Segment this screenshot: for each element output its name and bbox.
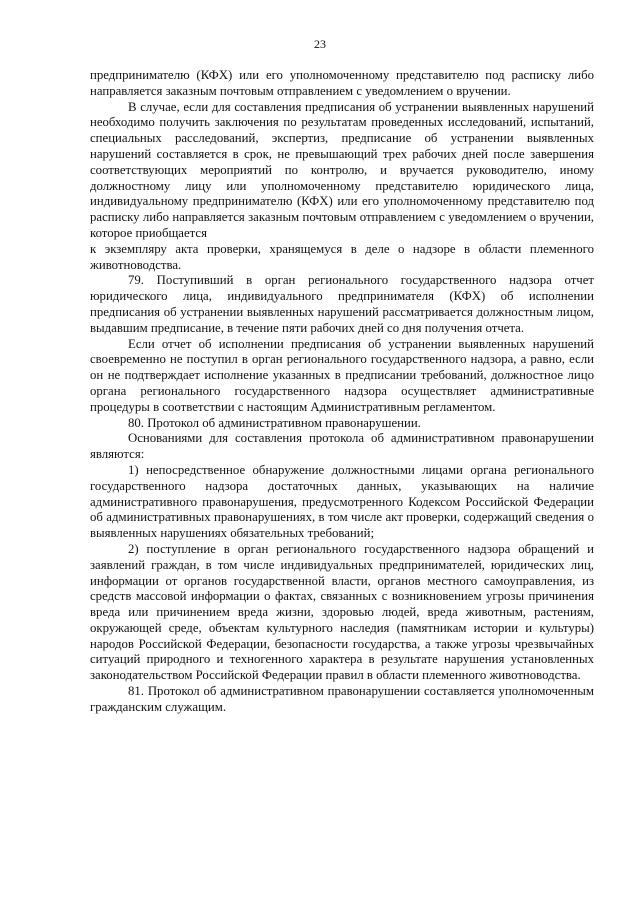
list-item: 1) непосредственное обнаружение должностными лицами органа регионального государственного надзора достаточных данных, указывающих на наличие административного правонарушения, предусмотренного Кодексом Российской Федерации об административных правонарушениях, в том числе акт проверки, содержащий сведения о выявленных нарушениях обязательных требований; bbox=[90, 462, 594, 541]
page-number: 23 bbox=[314, 37, 326, 51]
paragraph: В случае, если для составления предписания об устранении выявленных нарушений необходимо получить заключения по результатам проведенных исследований, испытаний, специальных расследований, экспертиз, предписание об устранении выявленных нарушений составляется в срок, не превышающий трех рабочих дней после завершения соответствующих мероприятий по контролю, и вручается руководителю, иному должностному лицу или уполномоченному представителю юридического лица, индивидуальному предпринимателю (КФХ) или его уполномоченному представителю под расписку либо направляется заказным почтовым отправлением с уведомлением о вручении, которое приобщается bbox=[90, 99, 594, 240]
document-body bbox=[90, 68, 594, 716]
paragraph: 79. Поступивший в орган регионального государственного надзора отчет юридического лица, индивидуального предпринимателя (КФХ) об исполнении предписания об устранении выявленных нарушений рассматривается должностным лицом, выдавшим предписание, в течение пяти рабочих дней со дня получения отчета. bbox=[90, 273, 594, 335]
paragraph: к экземпляру акта проверки, хранящемуся в деле о надзоре в области племенного животноводства. bbox=[90, 241, 594, 272]
paragraph: предпринимателю (КФХ) или его уполномоченному представителю под расписку либо направляется заказным почтовым отправлением с уведомлением о вручении. bbox=[90, 68, 594, 98]
paragraph: 80. Протокол об административном правонарушении. bbox=[128, 415, 421, 430]
list-item: 2) поступление в орган регионального государственного надзора обращений и заявлений граждан, в том числе индивидуальных предпринимателей, юридических лиц, информации от органов государственной власти, органов местного самоуправления, из средств массовой информации о фактах, связанных с возникновением угрозы причинения вреда или причинением вреда жизни, здоровью людей, вреда животным, растениям, окружающей среде, объектам культурного наследия (памятникам истории и культуры) народов Российской Федерации, безопасности государства, а также угрозы чрезвычайных ситуаций природного и техногенного характера в результате нарушения установленных законодательством Российской Федерации правил в области племенного животноводства. bbox=[90, 541, 594, 683]
paragraph: Основаниями для составления протокола об административном правонарушении являются: bbox=[90, 431, 594, 462]
paragraph: 81. Протокол об административном правонарушении составляется уполномоченным гражданским служащим. bbox=[90, 684, 594, 714]
paragraph: Если отчет об исполнении предписания об устранении выявленных нарушений своевременно не поступил в орган регионального государственного надзора, а равно, если он не подтверждает исполнение указанных в предписании требований, должностное лицо органа регионального государственного надзора осуществляет административные процедуры в соответствии с настоящим Административным регламентом. bbox=[90, 336, 594, 414]
